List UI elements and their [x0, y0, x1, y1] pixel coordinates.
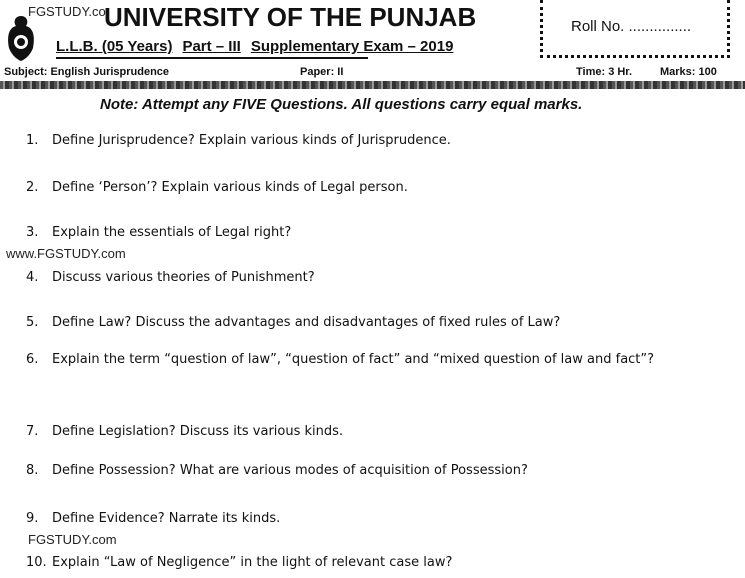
question-number: 4. [26, 270, 39, 285]
question-item [26, 129, 716, 152]
question-number: 6. [26, 352, 39, 367]
paper: Paper: II [300, 66, 344, 78]
question-text: Define Legislation? Discuss its various kinds. [52, 424, 344, 439]
question-text: Define Possession? What are various modes of acquisition of Possession? [52, 463, 528, 478]
question-item [26, 221, 716, 244]
subject: Subject: English Jurisprudence [4, 66, 170, 78]
watermark-middle: www.FGSTUDY.com [6, 246, 126, 261]
question-text: Explain the essentials of Legal right? [52, 225, 292, 240]
question-text: Define Law? Discuss the advantages and disadvantages of fixed rules of Law? [52, 315, 561, 330]
question-text: Define Jurisprudence? Explain various kinds of Jurisprudence. [52, 133, 451, 148]
watermark-bottom: FGSTUDY.com [28, 532, 117, 547]
part: Part – III [182, 38, 241, 55]
question-item [26, 507, 716, 530]
university-title: UNIVERSITY OF THE PUNJAB [104, 2, 477, 32]
question-text: Define Evidence? Narrate its kinds. [52, 511, 281, 526]
question-number: 8. [26, 463, 39, 478]
question-item [26, 266, 716, 289]
question-number: 3. [26, 225, 39, 240]
question-text: Explain “Law of Negligence” in the light of relevant case law? [52, 555, 453, 570]
question-item [26, 551, 716, 574]
question-item [26, 176, 716, 199]
question-item [26, 348, 716, 371]
exam-subtitle [56, 38, 463, 56]
question-item [26, 311, 716, 334]
question-number: 2. [26, 180, 39, 195]
question-text: Explain the term “question of law”, “question of fact” and “mixed question of law and fact”? [52, 352, 655, 367]
watermark-top: FGSTUDY.co [28, 4, 106, 19]
question-number: 7. [26, 424, 39, 439]
subtitle-underline [56, 57, 368, 59]
question-number: 5. [26, 315, 39, 330]
header-divider [0, 81, 745, 89]
question-item [26, 459, 716, 482]
question-item [26, 420, 716, 443]
question-text: Discuss various theories of Punishment? [52, 270, 315, 285]
time: Time: 3 Hr. [576, 66, 633, 78]
program: L.L.B. (05 Years) [56, 38, 173, 55]
question-number: 1. [26, 133, 39, 148]
instructions-note: Note: Attempt any FIVE Questions. All questions carry equal marks. [100, 96, 583, 113]
university-crest-icon [4, 14, 38, 62]
question-number: 9. [26, 511, 39, 526]
marks: Marks: 100 [660, 66, 717, 78]
roll-number-label: Roll No. ............... [571, 18, 692, 35]
question-number: 10. [26, 555, 47, 570]
exam-name: Supplementary Exam – 2019 [250, 38, 454, 55]
roll-number-box [540, 0, 730, 58]
question-text: Define ‘Person’? Explain various kinds of Legal person. [52, 180, 408, 195]
